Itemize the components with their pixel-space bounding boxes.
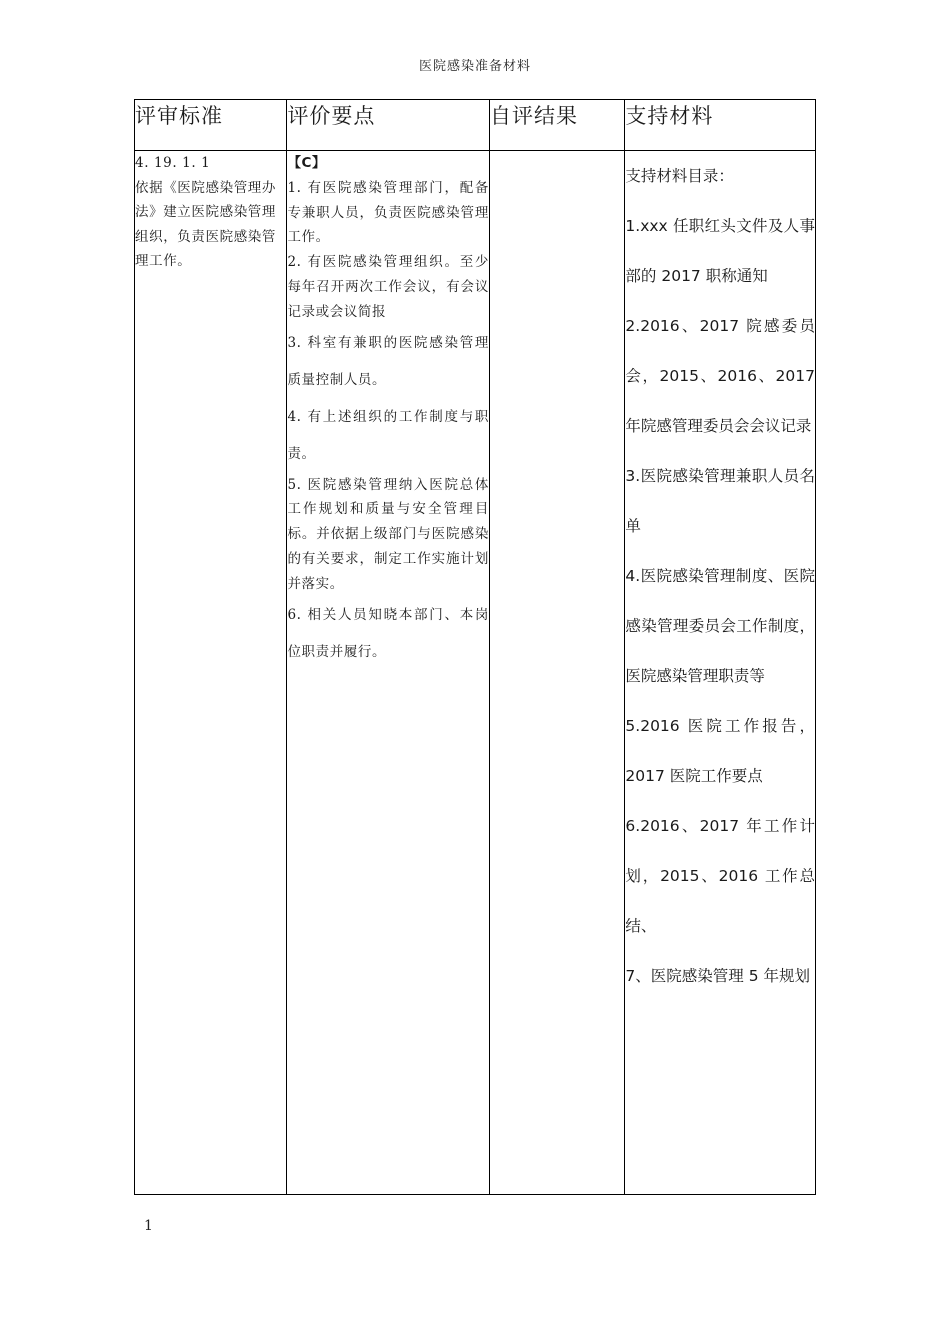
standard-text: 依据《医院感染管理办法》建立医院感染管理组织，负责医院感染管理工作。: [135, 179, 276, 269]
material-item-2: 2.2016、2017 院感委员会，2015、2016、2017 年院感管理委员会会议记录: [625, 317, 815, 435]
column-header-points: 评价要点: [287, 100, 490, 151]
point-item-3: 3. 科室有兼职的医院感染管理质量控制人员。: [287, 334, 490, 388]
point-item-2: 2. 有医院感染管理组织。至少每年召开两次工作会议，有会议记录或会议简报: [287, 254, 490, 320]
material-item-5: 5.2016 医院工作报告，2017 医院工作要点: [625, 717, 815, 785]
points-cell: [287, 151, 490, 1195]
point-item-6: 6. 相关人员知晓本部门、本岗位职责并履行。: [287, 606, 490, 660]
materials-cell: [625, 151, 816, 1195]
table-header-row: [135, 100, 816, 151]
point-item-5: 5. 医院感染管理纳入医院总体工作规划和质量与安全管理目标。并依据上级部门与医院感染的有关要求，制定工作实施计划并落实。: [287, 476, 490, 592]
material-item-4: 4.医院感染管理制度、医院感染管理委员会工作制度，医院感染管理职责等: [625, 567, 815, 685]
material-item-7: 7、医院感染管理 5 年规划: [625, 967, 810, 985]
column-header-materials: 支持材料: [625, 100, 816, 151]
column-header-standard: 评审标准: [135, 100, 287, 151]
material-item-1: 1.xxx 任职红头文件及人事部的 2017 职称通知: [625, 217, 815, 285]
self-evaluation-cell[interactable]: [490, 151, 625, 1195]
material-item-3: 3.医院感染管理兼职人员名单: [625, 467, 815, 535]
materials-heading: 支持材料目录：: [625, 167, 734, 185]
point-item-4: 4. 有上述组织的工作制度与职责。: [287, 408, 490, 462]
point-grade-tag: 【C】: [287, 155, 327, 171]
standard-cell: [135, 151, 287, 1195]
point-item-1: 1. 有医院感染管理部门，配备专兼职人员，负责医院感染管理工作。: [287, 179, 490, 246]
column-header-self-evaluation: 自评结果: [490, 100, 625, 151]
table-row: [135, 151, 816, 1195]
page-number: 1: [144, 1218, 153, 1234]
standard-code: 4. 19. 1. 1: [135, 155, 211, 171]
material-item-6: 6.2016、2017 年工作计划，2015、2016 工作总结、: [625, 817, 815, 935]
page-header-title: 医院感染准备材料: [418, 59, 531, 74]
evaluation-table: [134, 99, 816, 1195]
